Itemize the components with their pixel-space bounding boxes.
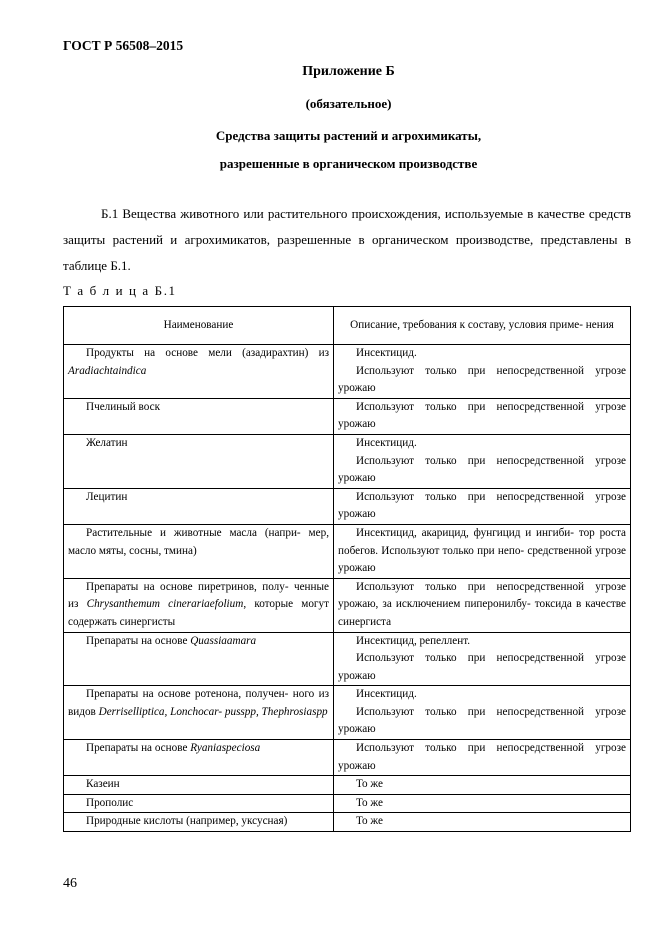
table-row bbox=[64, 794, 631, 813]
description-line: Используют только при непосредственной угрозе урожаю bbox=[338, 454, 626, 485]
name-text: Растительные и животные масла (напри- мер, масло мяты, сосны, тмина) bbox=[68, 526, 329, 557]
table-cell-name bbox=[64, 632, 334, 686]
table-row bbox=[64, 345, 631, 399]
description-line: Используют только при непосредственной угрозе урожаю bbox=[338, 364, 626, 395]
table-cell-description bbox=[334, 686, 631, 740]
name-text: Препараты на основе bbox=[86, 742, 191, 755]
name-latin-text: Aradiachtaindica bbox=[68, 364, 147, 377]
table-cell-description bbox=[334, 776, 631, 795]
name-text: Желатин bbox=[86, 436, 128, 449]
name-text: Прополис bbox=[86, 796, 134, 809]
table-cell-description bbox=[334, 740, 631, 776]
table-row bbox=[64, 686, 631, 740]
name-latin-text: Quassiaamara bbox=[190, 634, 257, 647]
name-latin-text: Ryaniaspeciosa bbox=[190, 742, 261, 755]
table-cell-description bbox=[334, 488, 631, 524]
appendix-heading-line-1: Средства защиты растений и агрохимикаты, bbox=[215, 128, 482, 143]
table-cell-description bbox=[334, 632, 631, 686]
name-text: Казеин bbox=[86, 778, 120, 791]
table-cell-name bbox=[64, 686, 334, 740]
description-line: Инсектицид, акарицид, фунгицид и ингиби- тор роста побегов. Используют только при непо- средственной угрозе урожаю bbox=[338, 526, 626, 575]
description-line: Используют только при непосредственной угрозе урожаю bbox=[338, 742, 626, 772]
table-cell-name bbox=[64, 740, 334, 776]
name-text-suffix: , которые могут содержать синергисты bbox=[68, 598, 329, 628]
name-text: Лецитин bbox=[86, 490, 128, 503]
table-cell-name bbox=[64, 776, 334, 795]
table-cell-description bbox=[334, 524, 631, 578]
appendix-title: Приложение Б bbox=[302, 64, 395, 79]
table-cell-description bbox=[334, 794, 631, 813]
description-line: То же bbox=[356, 815, 383, 828]
table-cell-description bbox=[334, 345, 631, 399]
table-row bbox=[64, 776, 631, 795]
description-line: Используют только при непосредственной угрозе урожаю, за исключением пиперонилбу- токсида в качестве синергиста bbox=[338, 580, 626, 628]
name-text: Препараты на основе bbox=[86, 634, 191, 647]
table-cell-description bbox=[334, 434, 631, 488]
table-cell-name bbox=[64, 813, 334, 832]
table-cell-name bbox=[64, 794, 334, 813]
name-text: Природные кислоты (например, уксусная) bbox=[86, 815, 288, 828]
table-cell-name bbox=[64, 578, 334, 632]
name-text: Препараты на основе ротенона, получен- ного из видов bbox=[68, 688, 329, 718]
name-text: Препараты на основе пиретринов, полу- ченные из bbox=[68, 580, 329, 611]
description-line: Используют только при непосредственной угрозе урожаю bbox=[338, 400, 626, 431]
header-description: Описание, требования к составу, условия приме- нения bbox=[334, 307, 631, 345]
page-number: 46 bbox=[63, 876, 77, 891]
header-name: Наименование bbox=[64, 307, 334, 345]
description-line: Используют только при непосредственной угрозе урожаю bbox=[338, 652, 626, 682]
table-cell-description bbox=[334, 398, 631, 434]
standard-code: ГОСТ Р 56508–2015 bbox=[63, 38, 184, 53]
table-row bbox=[64, 632, 631, 686]
description-line: Инсектицид. bbox=[356, 347, 417, 359]
substances-table bbox=[63, 306, 631, 832]
name-text: Пчелиный воск bbox=[86, 400, 161, 413]
table-cell-description bbox=[334, 578, 631, 632]
table-row bbox=[64, 398, 631, 434]
table-cell-description bbox=[334, 813, 631, 832]
table-cell-name bbox=[64, 434, 334, 488]
description-line: То же bbox=[356, 796, 383, 809]
name-latin-text: Derriselliptica, Lonchocar- pusspp, Thephrosiaspp bbox=[98, 705, 328, 718]
table-row bbox=[64, 488, 631, 524]
table-cell-name bbox=[64, 488, 334, 524]
description-line: Используют только при непосредственной угрозе урожаю bbox=[338, 705, 626, 736]
description-line: Инсектицид. bbox=[356, 436, 417, 449]
table-row bbox=[64, 524, 631, 578]
appendix-heading-line-2: разрешенные в органическом производстве bbox=[219, 156, 478, 171]
name-text: Продукты на основе мели (азадирахтин) из bbox=[86, 347, 329, 359]
table-cell-name bbox=[64, 398, 334, 434]
name-latin-text: Chrysanthemum cinerariaefolium bbox=[86, 598, 244, 611]
appendix-heading bbox=[0, 122, 661, 178]
table-row bbox=[64, 578, 631, 632]
appendix-status: (обязательное) bbox=[305, 96, 392, 111]
table-row bbox=[64, 434, 631, 488]
description-line: То же bbox=[356, 778, 383, 791]
intro-paragraph: Б.1 Вещества животного или растительного происхождения, используемые в качестве средств защиты растений и агрохимикатов, разрешенные в органическом производстве, представлены в таблице Б.1. bbox=[63, 206, 631, 273]
table-row bbox=[64, 740, 631, 776]
table-row bbox=[64, 813, 631, 832]
description-line: Инсектицид, репеллент. bbox=[356, 634, 471, 647]
table-cell-name bbox=[64, 345, 334, 399]
table-cell-name bbox=[64, 524, 334, 578]
description-line: Используют только при непосредственной угрозе урожаю bbox=[338, 490, 626, 521]
table-header-row bbox=[64, 307, 631, 345]
description-line: Инсектицид. bbox=[356, 688, 417, 701]
table-body bbox=[64, 345, 631, 832]
table-caption: Т а б л и ц а Б.1 bbox=[63, 283, 177, 298]
